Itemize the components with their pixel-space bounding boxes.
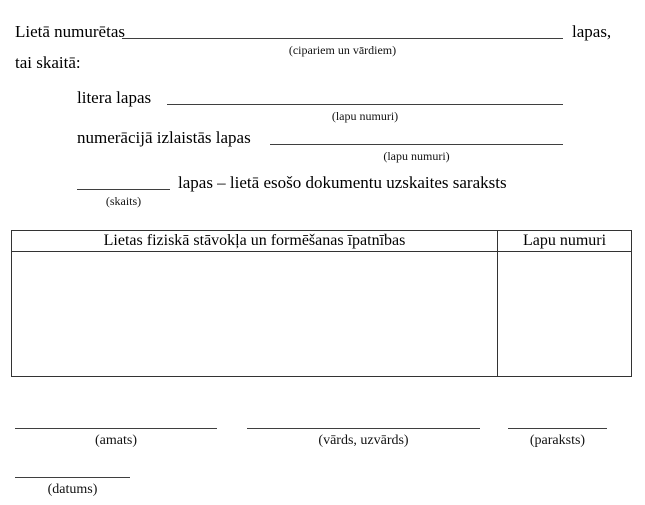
position-field[interactable] bbox=[15, 428, 217, 429]
skipped-pages-label: numerācijā izlaistās lapas bbox=[77, 128, 251, 147]
records-count-text: lapas – lietā esošo dokumentu uzskaites saraksts bbox=[178, 173, 507, 192]
numbered-pages-hint: (cipariem un vārdiem) bbox=[288, 43, 397, 57]
numbered-pages-label: Lietā numurētas bbox=[15, 22, 125, 41]
litera-pages-field[interactable] bbox=[167, 104, 563, 105]
litera-pages-hint: (lapu numuri) bbox=[331, 109, 399, 123]
physical-state-table bbox=[11, 230, 632, 377]
signature-field[interactable] bbox=[508, 428, 607, 429]
date-field[interactable] bbox=[15, 477, 130, 478]
records-count-field[interactable] bbox=[77, 189, 170, 190]
litera-pages-label: litera lapas bbox=[77, 88, 152, 107]
name-surname-field[interactable] bbox=[247, 428, 480, 429]
position-hint: (amats) bbox=[95, 433, 137, 448]
name-surname-hint: (vārds, uzvārds) bbox=[318, 433, 409, 448]
table-header-page-numbers: Lapu numuri bbox=[498, 231, 631, 252]
table-cell-page-numbers[interactable] bbox=[498, 252, 631, 376]
table-cell-description[interactable] bbox=[12, 252, 498, 376]
signature-hint: (paraksts) bbox=[529, 433, 586, 448]
date-hint: (datums) bbox=[47, 482, 98, 497]
records-count-hint: (skaits) bbox=[105, 194, 142, 208]
table-header-description: Lietas fiziskā stāvokļa un formēšanas īpatnības bbox=[12, 231, 498, 252]
including-label: tai skaitā: bbox=[15, 53, 81, 72]
numbered-pages-field[interactable] bbox=[122, 38, 563, 39]
skipped-pages-field[interactable] bbox=[270, 144, 563, 145]
pages-suffix-label: lapas, bbox=[572, 22, 612, 41]
skipped-pages-hint: (lapu numuri) bbox=[383, 149, 450, 163]
